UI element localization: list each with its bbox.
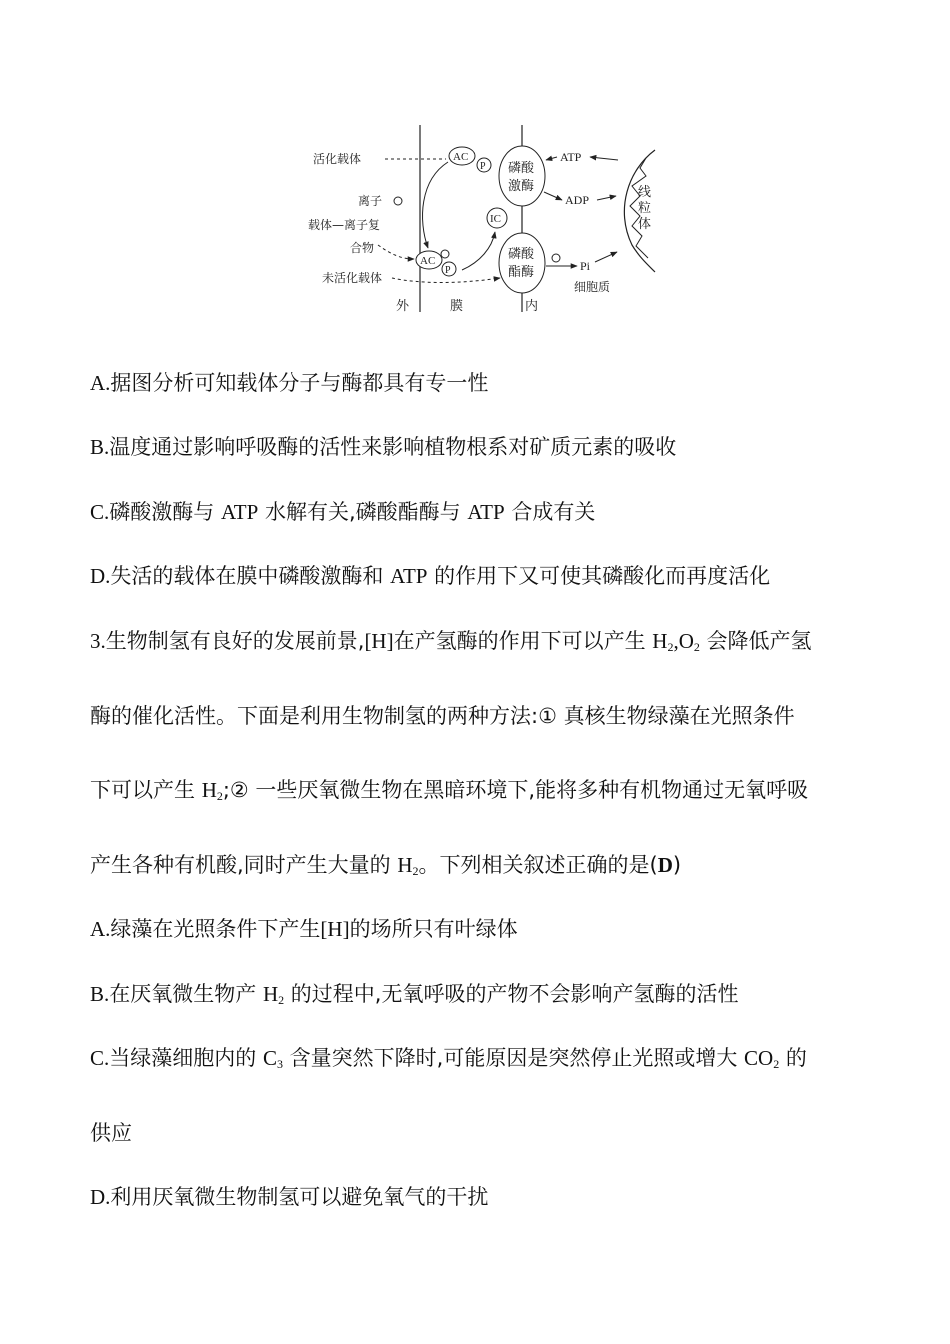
label-adp: ADP [565,193,590,207]
label-ion: 离子 [358,194,383,208]
text-segment: 的过程中,无氧呼吸的产物不会影响产氢酶的活性 [284,982,739,1006]
text-segment: D. [90,1185,111,1209]
phosphatase-label-1: 磷酸 [508,247,535,262]
arrow-mito-to-atp [590,157,618,160]
phosphatase-ellipse [499,233,545,293]
question-3-line-3 [90,775,808,805]
text-segment: 产生各种有机酸,同时产生大量的 [90,853,398,877]
option-b [90,432,676,462]
label-membrane: 膜 [450,299,464,314]
text-segment: 在厌氧微生物产 [109,982,263,1006]
label-inside: 内 [525,299,539,314]
text-segment: 3. [90,629,106,653]
text-segment: H [201,778,217,802]
carrier-transport-diagram [300,118,670,323]
text-segment: A. [90,917,111,941]
phosphatase-label-2: 酯酶 [508,265,535,280]
mito-label-3: 体 [638,217,652,232]
text-segment: D [657,853,673,877]
text-segment: C [262,1046,277,1070]
text-segment: ,O [673,629,694,653]
text-segment: A. [90,371,111,395]
pi-circle [552,254,560,262]
text-segment: C. [90,500,110,524]
text-segment: 磷酸激酶与 [109,500,221,524]
text-segment: B. [90,982,110,1006]
text-segment: 酶的催化活性。下面是利用生物制氢的两种方法:① 真核生物绿藻在光照条件 [90,704,795,728]
text-segment: 2 [773,1057,780,1071]
label-complex-1: 载体—离子复 [308,218,381,232]
ac-complex-label: AC [420,255,436,267]
text-segment: H [397,853,413,877]
option-a [90,368,488,398]
text-segment: 2 [216,789,223,803]
question-3-line-2 [90,701,795,731]
mito-label-2: 粒 [638,201,652,216]
q3-option-c-line-1 [90,1043,807,1073]
ion-circle [394,197,402,205]
arrow-to-ic [462,232,495,270]
complex-ion-circle [441,250,449,258]
text-segment: 水解有关,磷酸酯酶与 [258,500,468,524]
label-complex-2: 合物 [350,241,375,255]
text-segment: 2 [278,993,285,1007]
text-segment: 2 [412,864,419,878]
option-d [90,561,770,591]
q3-option-c-line-2 [90,1118,132,1148]
p-activated-label: P [480,161,486,172]
q3-option-d [90,1182,488,1212]
question-3-line-4 [90,850,681,880]
mito-label-1: 线 [638,185,652,200]
q3-option-b [90,979,738,1009]
text-segment: 。下列相关叙述正确的是( [418,853,658,877]
text-segment: D. [90,564,111,588]
label-outside: 外 [396,299,410,314]
text-segment: 利用厌氧微生物制氢可以避免氧气的干扰 [110,1185,489,1209]
text-segment: [H] [320,917,350,941]
text-segment: [H] [364,629,394,653]
text-segment: ATP [467,500,505,524]
kinase-ellipse [499,146,545,206]
text-segment: H [652,629,668,653]
p-complex-label: P [445,265,451,276]
text-segment: 据图分析可知载体分子与酶都具有专一性 [110,371,489,395]
text-segment: 供应 [90,1121,132,1145]
kinase-label-2: 激酶 [508,179,535,194]
text-segment: 生物制氢有良好的发展前景, [105,629,365,653]
label-pi: Pi [580,259,591,273]
text-segment: 绿藻在光照条件下产生 [110,917,321,941]
text-segment: ATP [220,500,259,524]
text-segment: 失活的载体在膜中磷酸激酶和 [110,564,391,588]
text-segment: 的 [779,1046,807,1070]
arrow-atp-to-kinase [546,157,557,160]
arrow-carrier-loop [423,162,448,248]
text-segment: 2 [693,640,700,654]
arrow-adp-to-mito [597,196,616,200]
text-segment: 3 [276,1057,283,1071]
label-atp: ATP [560,150,582,164]
text-segment: 合成有关 [504,500,596,524]
label-inactive-carrier: 未活化载体 [322,271,383,285]
text-segment: 下可以产生 [90,778,202,802]
arrow-pi-to-mito [595,252,617,262]
text-segment: ) [672,853,682,877]
text-segment: 2 [667,640,674,654]
dash-complex [378,245,414,259]
kinase-label-1: 磷酸 [508,161,535,176]
ic-label: IC [490,213,501,225]
ac-activated-label: AC [453,151,469,163]
text-segment: C. [90,1046,110,1070]
text-segment: ATP [390,564,428,588]
text-segment: 在产氢酶的作用下可以产生 [393,629,653,653]
label-cytoplasm: 细胞质 [574,280,611,294]
option-c [90,497,595,527]
text-segment: 温度通过影响呼吸酶的活性来影响植物根系对矿质元素的吸收 [109,435,677,459]
q3-option-a [90,914,518,944]
text-segment: 含量突然下降时,可能原因是突然停止光照或增大 [282,1046,744,1070]
label-activated-carrier: 活化载体 [313,152,362,166]
text-segment: CO [744,1046,774,1070]
text-segment: ;② 一些厌氧微生物在黑暗环境下,能将多种有机物通过无氧呼吸 [222,778,809,802]
text-segment: B. [90,435,110,459]
text-segment: 当绿藻细胞内的 [109,1046,263,1070]
text-segment: 的场所只有叶绿体 [349,917,518,941]
arrow-kinase-to-adp [544,192,562,200]
text-segment: H [262,982,279,1006]
question-3-line-1 [90,626,812,656]
dash-inactive [392,278,500,283]
text-segment: 的作用下又可使其磷酸化而再度活化 [427,564,771,588]
text-segment: 会降低产氢 [699,629,812,653]
